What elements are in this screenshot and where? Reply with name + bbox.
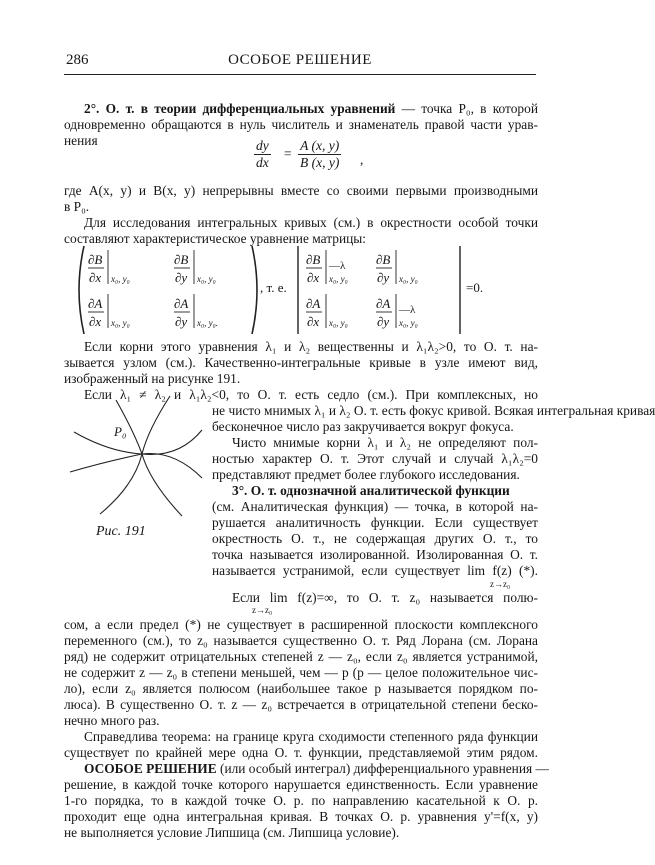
sec3-line-4: окрестность О. т., не содержащая других О. т., то [212, 531, 538, 546]
m2-r1c2-num: ∂B [376, 252, 391, 267]
m2-r1c2-sub: x₀, y₀ [399, 274, 418, 284]
node-integral-curves [64, 392, 204, 522]
eq1-equals: = [284, 146, 292, 161]
eq1-lhs-num: dy [256, 138, 269, 153]
m2-r2c2-num: ∂A [376, 296, 391, 311]
sec3-line-6: называется устранимой, если существует lim f(z) (*). [212, 563, 538, 578]
page-number: 286 [66, 52, 89, 68]
roots-line-4: Если λ₁ ≠ λ₂ и λ₁λ₂<0, то О. т. есть седло (см.). При комплексных, но [84, 387, 538, 402]
sec3-line-7: Если lim f(z)=∞, то О. т. z₀ называется полю- [232, 590, 538, 605]
sec3-heading-line [212, 483, 538, 499]
eq1-lhs [254, 138, 271, 171]
running-header [64, 48, 536, 75]
m1-r1c2-num: ∂B [174, 252, 189, 267]
sec2-line-4: где A(x, y) и B(x, y) непрерывны вместе со своими первыми производными [64, 183, 538, 198]
sec3-line-7-limit-sub: z→z₀ [252, 605, 273, 615]
matrix-te: , т. е. [260, 280, 287, 295]
eq1-tail: , [360, 152, 364, 167]
figure-caption: Рис. 191 [96, 524, 146, 539]
sec3-line-15: Справедлива теорема: на границе круга сходимости степенного ряда функции [84, 729, 538, 744]
special-line-3: 1-го порядка, то в каждой точке О. р. по направлению касательной к О. р. [64, 793, 538, 808]
sec2-line-1 [64, 101, 538, 117]
matrix-delimiters [74, 242, 534, 338]
m2-r1c1-den: ∂x [307, 270, 320, 285]
eq1-rhs [298, 138, 341, 171]
m2-r2c2-den: ∂y [377, 314, 390, 329]
m2-r2c2-lambda: —λ [399, 304, 416, 316]
special-line-1 [64, 761, 549, 777]
running-title: ОСОБОЕ РЕШЕНИЕ [228, 52, 372, 68]
sec3-line-12: ло), если z₀ является полюсом (наибольшее такое p называется порядком по- [64, 681, 538, 696]
sec2-line-7: составляют характеристическое уравнение матрицы: [64, 231, 366, 246]
sec2-line-2: одновременно обращаются в нуль числитель и знаменатель правой части урав- [64, 117, 538, 132]
roots-line-7: Чисто мнимые корни λ₁ и λ₂ не определяют пол- [232, 435, 538, 450]
roots-line-1: Если корни этого уравнения λ₁ и λ₂ вещественны и λ₁λ₂>0, то О. т. на- [84, 339, 538, 354]
roots-line-9: представляют предмет более глубокого исследования. [212, 467, 520, 482]
curve-6 [100, 454, 142, 514]
m2-r2c2-sub: x₀, y₀ [399, 318, 418, 328]
m1-r1c1-sub: x₀, y₀ [111, 274, 130, 284]
m1-r2c2-sub: x₀, y₀. [197, 318, 218, 328]
curve-7 [70, 454, 142, 472]
eq1-rhs-den: B (x, y) [300, 155, 340, 170]
m1-r2c1-num: ∂A [88, 296, 103, 311]
m2-r1c1-num: ∂B [306, 252, 321, 267]
sec3-line-2: (см. Аналитическая функция) — точка, в которой на- [212, 499, 538, 514]
sec3-line-16: существует по крайней мере одна О. т. функции, представляемой этим рядом. [64, 745, 538, 760]
sec3-line-14: нечно много раз. [64, 713, 160, 728]
special-line-4: проходит еще одна интегральная кривая. В точках О. р. уравнения y'=f(x, y) [64, 809, 538, 824]
curve-4 [142, 454, 182, 516]
sec3-line-10: ряд) не содержит отрицательных степеней z — z₀, если z₀ является устранимой, [64, 649, 538, 664]
m2-r2c1-num: ∂A [306, 296, 321, 311]
m1-r2c1-sub: x₀, y₀ [111, 318, 130, 328]
roots-line-2: зывается узлом (см.). Качественно-интегральные кривые в узле имеют вид, [64, 355, 538, 370]
m1-r2c2-den: ∂y [175, 314, 188, 329]
m1-r1c1-den: ∂x [89, 270, 102, 285]
curve-5 [142, 396, 170, 454]
m1-r2c2-num: ∂A [174, 296, 189, 311]
sec3-line-8: сом, а если предел (*) не существует в расширенной плоскости комплексного [64, 617, 538, 632]
special-line-2: решение, в каждой точке которого нарушается единственность. Если уравнение [64, 777, 538, 792]
sec2-line-1-rest: — точка P₀, в которой [395, 101, 538, 116]
eq1-rhs-num: A (x, y) [300, 138, 340, 153]
sec2-heading: 2°. О. т. в теории дифференциальных уравнений [84, 101, 396, 116]
special-line-1-rest: (или особый интеграл) дифференциального уравнения — [216, 761, 549, 776]
m2-r2c1-den: ∂x [307, 314, 320, 329]
roots-line-3: изображенный на рисунке 191. [64, 371, 241, 386]
equation-dy-dx [236, 136, 406, 176]
point-p0-label: P₀ [114, 424, 127, 439]
sec3-heading: 3°. О. т. однозначной аналитической функции [232, 483, 510, 498]
sec2-line-3: нения [64, 133, 98, 148]
m1-r1c2-den: ∂y [175, 270, 188, 285]
sec3-line-3: рушается аналитичность функции. Если существует [212, 515, 538, 530]
sec2-line-5: в P₀. [64, 199, 90, 214]
roots-line-8: ностью характер О. т. Этот случай и случай λ₁λ₂=0 [212, 451, 538, 466]
sec3-line-9: переменного (см.), то z₀ называется существенно О. т. Ряд Лорана (см. Лорана [64, 633, 538, 648]
special-line-5: не выполняется условие Липшица (см. Липшица условие). [64, 825, 400, 840]
sec2-line-6: Для исследования интегральных кривых (см.) в окрестности особой точки [84, 215, 538, 230]
m1-r1c1-num: ∂B [88, 252, 103, 267]
m2-r2c1-sub: x₀, y₀ [329, 318, 348, 328]
roots-line-6: бесконечное число раз закручивается вокруг фокуса. [212, 419, 514, 434]
roots-line-5: не чисто мнимых λ₁ и λ₂ О. т. есть фокус кривой. Всякая интегральная кривая [212, 403, 655, 418]
m2-r1c2-den: ∂y [377, 270, 390, 285]
m1-r1c2-sub: x₀, y₀ [197, 274, 216, 284]
sec3-line-11: не содержит z — z₀ в степени меньшей, чем — p (p — целое положительное чис- [64, 665, 538, 680]
eq1-lhs-den: dx [256, 155, 269, 170]
sec3-line-5: точка называется изолированной. Изолированная О. т. [212, 547, 538, 562]
sec3-line-13: люса). В существенно О. т. z — z₀ встречается в отрицательной степени беско- [64, 697, 538, 712]
curve-2 [142, 430, 202, 455]
special-heading: ОСОБОЕ РЕШЕНИЕ [84, 761, 217, 776]
m1-r2c1-den: ∂x [89, 314, 102, 329]
m2-r1c1-sub: x₀, y₀ [329, 274, 348, 284]
m2-r1c1-lambda: —λ [329, 260, 346, 272]
matrix-eq-zero: =0. [466, 280, 484, 295]
sec3-line-6-limit-sub: z→z₀ [490, 579, 511, 589]
curve-1 [74, 432, 142, 454]
characteristic-matrix [74, 242, 534, 338]
